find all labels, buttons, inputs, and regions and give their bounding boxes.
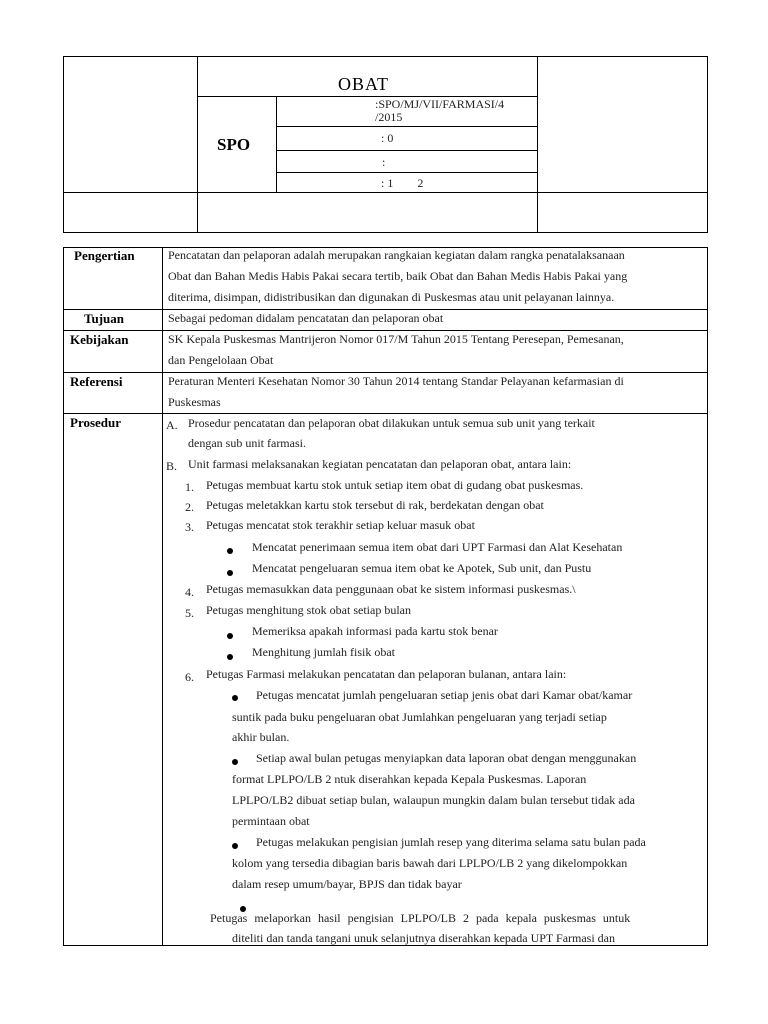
- step-text: Petugas Farmasi melakukan pencatatan dan pelaporan bulanan, antara lain:: [206, 667, 567, 681]
- label-tujuan: Tujuan: [84, 311, 124, 326]
- label-kebijakan: Kebijakan: [70, 332, 129, 347]
- step6-bullet-4-line-2: diteliti dan tanda tangani unuk selanjutnya diserahkan kepada UPT Farmasi dan: [232, 931, 616, 945]
- step6-bullet-3-line-3: dalam resep umum/bayar, BPJS dan tidak bayar: [232, 877, 462, 891]
- spo-label: SPO: [217, 135, 251, 154]
- step6-bullet-1-line-2: suntik pada buku pengeluaran obat Jumlahkan pengeluaran yang terjadi setiap: [232, 710, 607, 724]
- prosedur-a-line-2: dengan sub unit farmasi.: [188, 436, 306, 450]
- step-number: 6.: [185, 670, 194, 684]
- step-number: 2.: [185, 500, 194, 514]
- label-prosedur: Prosedur: [70, 415, 122, 430]
- prosedur-a-marker: A.: [166, 418, 178, 432]
- pengertian-line-3: diterima, disimpan, didistribusikan dan digunakan di Puskesmas atau unit pelayanan lainnya.: [168, 290, 615, 304]
- pengertian-line-1: Pencatatan dan pelaporan adalah merupakan rangkaian kegiatan dalam rangka penatalaksanaan: [168, 248, 625, 262]
- step6-bullet-1-first: Petugas mencatat jumlah pengeluaran setiap jenis obat dari Kamar obat/kamar: [256, 688, 633, 702]
- step-text: Petugas meletakkan kartu stok tersebut di rak, berdekatan dengan obat: [206, 498, 544, 512]
- step6-bullet-1-line-3: akhir bulan.: [232, 730, 290, 744]
- step-text: Petugas membuat kartu stok untuk setiap item obat di gudang obat puskesmas.: [206, 478, 584, 492]
- page-count: : 1 2: [381, 176, 424, 190]
- prosedur-b-line: Unit farmasi melaksanakan kegiatan pencatatan dan pelaporan obat, antara lain:: [188, 457, 572, 471]
- label-pengertian: Pengertian: [74, 248, 135, 263]
- step3-bullet-2: Mencatat pengeluaran semua item obat ke Apotek, Sub unit, dan Pustu: [252, 561, 592, 575]
- bullet-icon: [232, 695, 238, 701]
- prosedur-b-marker: B.: [166, 459, 178, 473]
- step-number: 3.: [185, 520, 194, 534]
- step-number: 4.: [185, 585, 194, 599]
- doc-title: OBAT: [338, 74, 390, 94]
- step5-bullet-2: Menghitung jumlah fisik obat: [252, 645, 395, 659]
- step6-bullet-2-line-2: format LPLPO/LB 2 ntuk diserahkan kepada Kepala Puskesmas. Laporan: [232, 772, 587, 786]
- bullet-icon: [232, 759, 238, 765]
- step5-bullet-1: Memeriksa apakah informasi pada kartu stok benar: [252, 624, 498, 638]
- step-text: Petugas mencatat stok terakhir setiap keluar masuk obat: [206, 518, 475, 532]
- revision-number: : 0: [381, 131, 394, 145]
- bullet-icon: [227, 654, 233, 660]
- referensi-line-2: Puskesmas: [168, 395, 221, 409]
- effective-date: :: [382, 155, 386, 169]
- kebijakan-line-2: dan Pengelolaan Obat: [168, 353, 274, 367]
- bullet-icon: [227, 548, 233, 554]
- step6-bullet-3-first: Petugas melakukan pengisian jumlah resep yang diterima selama satu bulan pada: [256, 835, 646, 849]
- step-text: Petugas memasukkan data penggunaan obat ke sistem informasi puskesmas.\: [206, 582, 576, 596]
- bullet-icon: [227, 633, 233, 639]
- step-number: 5.: [185, 606, 194, 620]
- doc-number: :SPO/MJ/VII/FARMASI/4: [375, 97, 505, 111]
- prosedur-a-line-1: Prosedur pencatatan dan pelaporan obat dilakukan untuk semua sub unit yang terkait: [188, 416, 595, 430]
- step6-bullet-2-first: Setiap awal bulan petugas menyiapkan data laporan obat dengan menggunakan: [256, 751, 637, 765]
- step6-bullet-2-line-3: LPLPO/LB2 dibuat setiap bulan, walaupun mungkin dalam bulan tersebut tidak ada: [232, 793, 635, 807]
- bullet-icon: [232, 843, 238, 849]
- referensi-line-1: Peraturan Menteri Kesehatan Nomor 30 Tahun 2014 tentang Standar Pelayanan kefarmasian di: [168, 374, 624, 388]
- step6-bullet-2-line-4: permintaan obat: [232, 814, 310, 828]
- step3-bullet-1: Mencatat penerimaan semua item obat dari UPT Farmasi dan Alat Kesehatan: [252, 540, 623, 554]
- tujuan-line-1: Sebagai pedoman didalam pencatatan dan pelaporan obat: [168, 311, 444, 325]
- step6-bullet-3-line-2: kolom yang tersedia dibagian baris bawah dari LPLPO/LB 2 yang dikelompokkan: [232, 856, 628, 870]
- bullet-icon: [227, 570, 233, 576]
- kebijakan-line-1: SK Kepala Puskesmas Mantrijeron Nomor 017/M Tahun 2015 Tentang Peresepan, Pemesanan,: [168, 332, 624, 346]
- step-number: 1.: [185, 480, 194, 494]
- step-text: Petugas menghitung stok obat setiap bulan: [206, 603, 411, 617]
- pengertian-line-2: Obat dan Bahan Medis Habis Pakai secara tertib, baik Obat dan Bahan Medis Habis Pakai yang: [168, 269, 628, 283]
- doc-number-year: /2015: [375, 110, 403, 124]
- step6-bullet-4-first: Petugas melaporkan hasil pengisian LPLPO/LB 2 pada kepala puskesmas untuk: [210, 911, 631, 925]
- label-referensi: Referensi: [70, 374, 123, 389]
